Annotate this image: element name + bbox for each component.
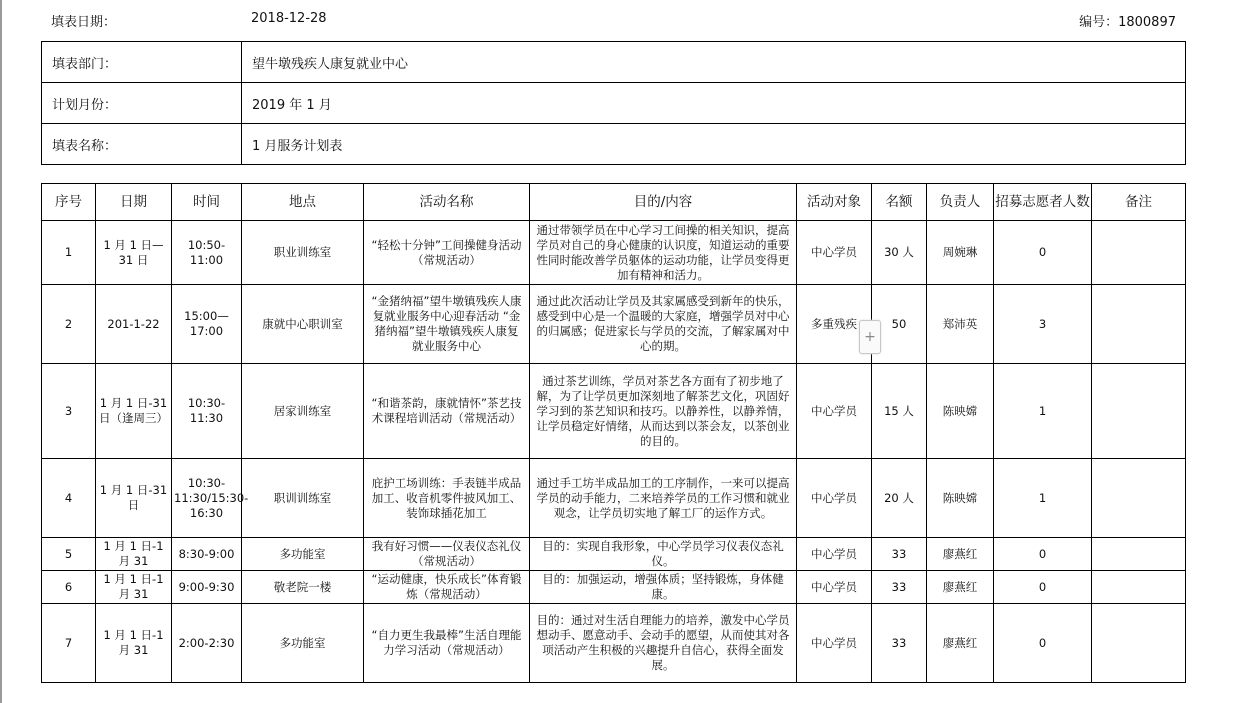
cell-activity: “轻松十分钟”工间操健身活动（常规活动） bbox=[364, 221, 530, 285]
header-row bbox=[42, 184, 1186, 221]
document-number: 编号：1800897 bbox=[1079, 15, 1176, 30]
cell-no: 7 bbox=[42, 604, 96, 683]
cell-lead: 陈映嫦 bbox=[927, 364, 994, 459]
info-value: 1 月服务计划表 bbox=[242, 124, 1186, 165]
col-header-no: 序号 bbox=[42, 184, 96, 221]
cell-time: 2:00-2:30 bbox=[172, 604, 242, 683]
cell-date: 1 月 1 日-1 月 31 bbox=[96, 571, 172, 604]
cell-volunteers: 3 bbox=[994, 285, 1092, 364]
cell-time: 8:30-9:00 bbox=[172, 538, 242, 571]
cell-target: 中心学员 bbox=[797, 459, 872, 538]
cell-target: 中心学员 bbox=[797, 604, 872, 683]
cell-lead: 廖燕红 bbox=[927, 604, 994, 683]
cell-activity: “运动健康，快乐成长”体育锻炼（常规活动） bbox=[364, 571, 530, 604]
table-row bbox=[42, 459, 1186, 538]
cell-volunteers: 0 bbox=[994, 538, 1092, 571]
cell-place: 居家训练室 bbox=[242, 364, 364, 459]
col-header-quota: 名额 bbox=[872, 184, 927, 221]
cell-purpose: 通过带领学员在中心学习工间操的相关知识，提高学员对自己的身心健康的认识度，知道运动的重要性同时能改善学员躯体的运动功能，让学员变得更加有精神和活力。 bbox=[530, 221, 797, 285]
cell-quota: 30 人 bbox=[872, 221, 927, 285]
cell-date: 1 月 1 日-31 日 bbox=[96, 459, 172, 538]
cell-note bbox=[1092, 459, 1186, 538]
cell-lead: 廖燕红 bbox=[927, 538, 994, 571]
cell-target: 多重残疾 bbox=[797, 285, 872, 364]
plus-icon[interactable]: + bbox=[859, 320, 881, 354]
info-label: 填表名称： bbox=[42, 124, 242, 165]
info-row bbox=[42, 83, 1186, 124]
col-header-activity: 活动名称 bbox=[364, 184, 530, 221]
table-row bbox=[42, 285, 1186, 364]
info-row bbox=[42, 42, 1186, 83]
cell-volunteers: 1 bbox=[994, 364, 1092, 459]
cell-note bbox=[1092, 221, 1186, 285]
table-row bbox=[42, 604, 1186, 683]
info-value: 望牛墩残疾人康复就业中心 bbox=[242, 42, 1186, 83]
cell-purpose: 目的：通过对生活自理能力的培养，激发中心学员想动手、愿意动手、会动手的愿望，从而使其对各项活动产生积极的兴趣提升自信心，获得全面发展。 bbox=[530, 604, 797, 683]
table-row bbox=[42, 538, 1186, 571]
col-header-target: 活动对象 bbox=[797, 184, 872, 221]
cell-date: 201-1-22 bbox=[96, 285, 172, 364]
fill-date-value: 2018-12-28 bbox=[251, 11, 327, 26]
cell-purpose: 通过茶艺训练，学员对茶艺各方面有了初步地了解，为了让学员更加深刻地了解茶艺文化，巩固好学习到的茶艺知识和技巧。以静养性，以静养情，让学员稳定好情绪，从而达到以茶会友，以茶创业的目的。 bbox=[530, 364, 797, 459]
cell-place: 多功能室 bbox=[242, 604, 364, 683]
info-row bbox=[42, 124, 1186, 165]
cell-activity: “自力更生我最棒”生活自理能力学习活动（常规活动） bbox=[364, 604, 530, 683]
info-value: 2019 年 1 月 bbox=[242, 83, 1186, 124]
cell-quota: 33 bbox=[872, 604, 927, 683]
cell-place: 职业训练室 bbox=[242, 221, 364, 285]
table-row bbox=[42, 571, 1186, 604]
cell-time: 10:30-11:30/15:30-16:30 bbox=[172, 459, 242, 538]
cell-lead: 周婉琳 bbox=[927, 221, 994, 285]
cell-date: 1 月 1 日-1 月 31 bbox=[96, 604, 172, 683]
cell-place: 职训训练室 bbox=[242, 459, 364, 538]
page-left-border bbox=[0, 0, 2, 703]
cell-note bbox=[1092, 571, 1186, 604]
col-header-time: 时间 bbox=[172, 184, 242, 221]
col-header-note: 备注 bbox=[1092, 184, 1186, 221]
cell-no: 2 bbox=[42, 285, 96, 364]
cell-lead: 陈映嫦 bbox=[927, 459, 994, 538]
col-header-place: 地点 bbox=[242, 184, 364, 221]
cell-quota: 15 人 bbox=[872, 364, 927, 459]
cell-activity: “金猪纳福”望牛墩镇残疾人康复就业服务中心迎春活动 “金猪纳福”望牛墩镇残疾人康复就业服务中心 bbox=[364, 285, 530, 364]
info-label: 填表部门： bbox=[42, 42, 242, 83]
info-table bbox=[41, 41, 1186, 165]
cell-note bbox=[1092, 364, 1186, 459]
cell-place: 敬老院一楼 bbox=[242, 571, 364, 604]
cell-no: 5 bbox=[42, 538, 96, 571]
cell-note bbox=[1092, 285, 1186, 364]
cell-no: 1 bbox=[42, 221, 96, 285]
col-header-date: 日期 bbox=[96, 184, 172, 221]
cell-note bbox=[1092, 538, 1186, 571]
cell-volunteers: 0 bbox=[994, 221, 1092, 285]
cell-purpose: 通过手工坊半成品加工的工序制作，一来可以提高学员的动手能力，二来培养学员的工作习惯和就业观念，让学员切实地了解工厂的运作方式。 bbox=[530, 459, 797, 538]
col-header-volunteers: 招募志愿者人数 bbox=[994, 184, 1092, 221]
cell-date: 1 月 1 日-1 月 31 bbox=[96, 538, 172, 571]
cell-no: 4 bbox=[42, 459, 96, 538]
cell-purpose: 目的：加强运动，增强体质；坚持锻炼，身体健康。 bbox=[530, 571, 797, 604]
cell-time: 15:00—17:00 bbox=[172, 285, 242, 364]
cell-date: 1 月 1 日-31 日（逢周三） bbox=[96, 364, 172, 459]
cell-purpose: 通过此次活动让学员及其家属感受到新年的快乐，感受到中心是一个温暖的大家庭，增强学员对中心的归属感；促进家长与学员的交流，了解家属对中心的期。 bbox=[530, 285, 797, 364]
col-header-lead: 负责人 bbox=[927, 184, 994, 221]
cell-volunteers: 0 bbox=[994, 604, 1092, 683]
cell-time: 9:00-9:30 bbox=[172, 571, 242, 604]
cell-lead: 郑沛英 bbox=[927, 285, 994, 364]
cell-note bbox=[1092, 604, 1186, 683]
cell-quota: 50 bbox=[872, 285, 927, 364]
cell-target: 中心学员 bbox=[797, 571, 872, 604]
cell-volunteers: 1 bbox=[994, 459, 1092, 538]
cell-place: 多功能室 bbox=[242, 538, 364, 571]
cell-quota: 33 bbox=[872, 538, 927, 571]
cell-quota: 20 人 bbox=[872, 459, 927, 538]
cell-no: 3 bbox=[42, 364, 96, 459]
cell-purpose: 目的：实现自我形象，中心学员学习仪表仪态礼仪。 bbox=[530, 538, 797, 571]
cell-place: 康就中心职训室 bbox=[242, 285, 364, 364]
cell-target: 中心学员 bbox=[797, 538, 872, 571]
cell-activity: 我有好习惯——仪表仪态礼仪（常规活动） bbox=[364, 538, 530, 571]
cell-no: 6 bbox=[42, 571, 96, 604]
cell-activity: “和谐茶韵，康就情怀”茶艺技术课程培训活动（常规活动） bbox=[364, 364, 530, 459]
cell-time: 10:50-11:00 bbox=[172, 221, 242, 285]
cell-date: 1 月 1 日—31 日 bbox=[96, 221, 172, 285]
cell-target: 中心学员 bbox=[797, 221, 872, 285]
service-plan-table bbox=[41, 183, 1186, 683]
cell-lead: 廖燕红 bbox=[927, 571, 994, 604]
cell-target: 中心学员 bbox=[797, 364, 872, 459]
cell-volunteers: 0 bbox=[994, 571, 1092, 604]
fill-date-label: 填表日期： bbox=[51, 15, 117, 30]
cell-quota: 33 bbox=[872, 571, 927, 604]
table-row bbox=[42, 364, 1186, 459]
info-label: 计划月份： bbox=[42, 83, 242, 124]
table-row bbox=[42, 221, 1186, 285]
col-header-purpose: 目的/内容 bbox=[530, 184, 797, 221]
cell-activity: 庇护工场训练：手表链半成品加工、收音机零件披风加工、装饰球插花加工 bbox=[364, 459, 530, 538]
cell-time: 10:30-11:30 bbox=[172, 364, 242, 459]
